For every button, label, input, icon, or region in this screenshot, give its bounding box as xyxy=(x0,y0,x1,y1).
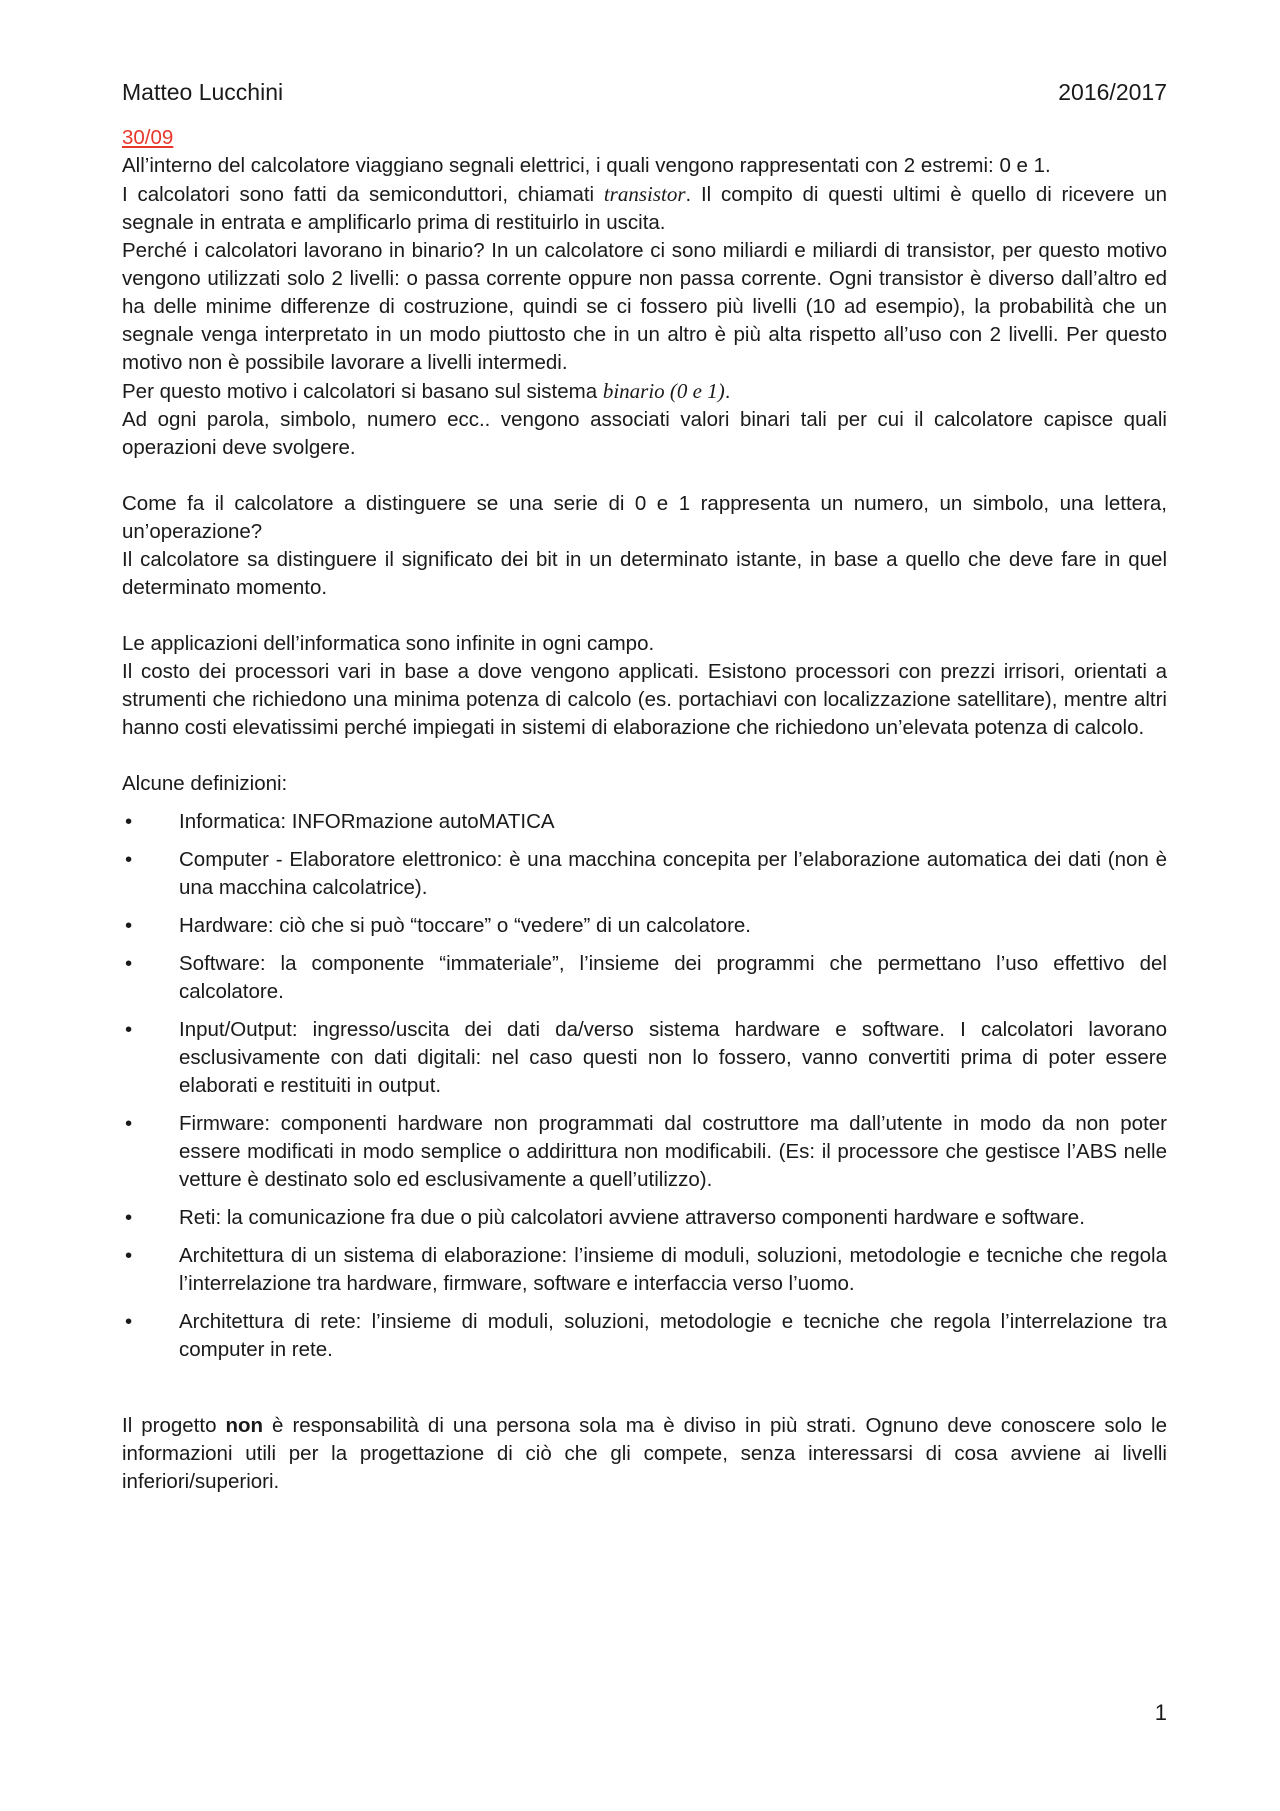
definition-text: Software: la componente “immateriale”, l’insieme dei programmi che permettano l’uso effettivo del calcolatore. xyxy=(179,952,1167,1003)
text-span: I calcolatori sono fatti da semiconduttori, chiamati xyxy=(122,183,604,206)
definition-text: Reti: la comunicazione fra due o più calcolatori avviene attraverso componenti hardware e software. xyxy=(179,1206,1085,1229)
term-binario: binario (0 e 1) xyxy=(602,379,725,403)
definition-item xyxy=(122,950,1167,1006)
definition-text: Firmware: componenti hardware non programmati dal costruttore ma dall’utente in modo da non poter essere modificati in modo semplice o addirittura non modificabili. (Es: il processore che gestisce l’ABS nelle vetture è destinato solo ed esclusivamente a quell’utilizzo). xyxy=(179,1112,1167,1191)
page-content xyxy=(122,124,1167,1496)
definition-text: Computer - Elaboratore elettronico: è una macchina concepita per l’elaborazione automatica dei dati (non è una macchina calcolatrice). xyxy=(179,848,1167,899)
paragraph-question: Come fa il calcolatore a distinguere se una serie di 0 e 1 rappresenta un numero, un simbolo, una lettera, un’operazione? xyxy=(122,492,1167,543)
definition-item xyxy=(122,1204,1167,1232)
text-span: . xyxy=(724,380,731,403)
definitions-list xyxy=(122,808,1167,1364)
definition-item xyxy=(122,808,1167,836)
text-span: . Il compito di questi ultimi è quello di ricevere un segnale in entrata e amplificarlo prima di restituirlo in uscita. xyxy=(122,183,1167,234)
paragraph-project xyxy=(122,1412,1167,1496)
page-header xyxy=(122,78,1167,106)
text-span: è responsabilità di una persona sola ma è diviso in più strati. Ognuno deve conoscere solo le informazioni utili per la progettazione di ciò che gli compete, senza interessarsi di cosa avviene ai livelli inferiori/superiori. xyxy=(122,1414,1167,1493)
text-span: Il progetto xyxy=(122,1414,226,1437)
bullet-icon: • xyxy=(125,1244,133,1267)
bullet-icon: • xyxy=(125,810,133,833)
paragraph-transistor xyxy=(122,180,1167,237)
definition-item xyxy=(122,1242,1167,1298)
bullet-icon: • xyxy=(125,848,133,871)
definitions-title: Alcune definizioni: xyxy=(122,772,288,795)
bullet-icon: • xyxy=(125,1112,133,1135)
page-number: 1 xyxy=(1154,1700,1167,1725)
definition-item xyxy=(122,846,1167,902)
paragraph-binary-values: Ad ogni parola, simbolo, numero ecc.. vengono associati valori binari tali per cui il calcolatore capisce quali operazioni deve svolgere. xyxy=(122,408,1167,459)
bullet-icon: • xyxy=(125,914,133,937)
definition-item xyxy=(122,1110,1167,1194)
term-transistor: transistor xyxy=(603,182,686,206)
lecture-date: 30/09 xyxy=(122,126,174,149)
bullet-icon: • xyxy=(125,1206,133,1229)
definition-text: Architettura di un sistema di elaborazione: l’insieme di moduli, soluzioni, metodologie e tecniche che regola l’interrelazione tra hardware, firmware, software e interfaccia verso l’uomo. xyxy=(179,1244,1167,1295)
bullet-icon: • xyxy=(125,1310,133,1333)
text-span: Per questo motivo i calcolatori si basano sul sistema xyxy=(122,380,603,403)
definition-item xyxy=(122,1016,1167,1100)
definition-text: Input/Output: ingresso/uscita dei dati da/verso sistema hardware e software. I calcolatori lavorano esclusivamente con dati digitali: nel caso questi non lo fossero, vanno convertiti prima di poter essere elaborati e restituiti in output. xyxy=(179,1018,1167,1097)
paragraph-binary-why: Perché i calcolatori lavorano in binario? In un calcolatore ci sono miliardi e miliardi di transistor, per questo motivo vengono utilizzati solo 2 livelli: o passa corrente oppure non passa corrente. Ogni transistor è diverso dall’altro ed ha delle minime differenze di costruzione, quindi se ci fossero più livelli (10 ad esempio), la probabilità che un segnale venga interpretato in un modo piuttosto che in un altro è più alta rispetto all’uso con 2 livelli. Per questo motivo non è possibile lavorare a livelli intermedi. xyxy=(122,239,1167,374)
paragraph-answer: Il calcolatore sa distinguere il significato dei bit in un determinato istante, in base a quello che deve fare in quel determinato momento. xyxy=(122,548,1167,599)
paragraph-signals: All’interno del calcolatore viaggiano segnali elettrici, i quali vengono rappresentati con 2 estremi: 0 e 1. xyxy=(122,154,1051,177)
bullet-icon: • xyxy=(125,1018,133,1041)
author-name: Matteo Lucchini xyxy=(122,79,284,105)
paragraph-applications: Le applicazioni dell’informatica sono infinite in ogni campo. xyxy=(122,632,655,655)
definition-item xyxy=(122,912,1167,940)
definition-text: Informatica: INFORmazione autoMATICA xyxy=(179,810,555,833)
academic-year: 2016/2017 xyxy=(1058,79,1167,105)
emphasis-non: non xyxy=(225,1414,264,1437)
bullet-icon: • xyxy=(125,952,133,975)
definition-text: Hardware: ciò che si può “toccare” o “vedere” di un calcolatore. xyxy=(179,914,751,937)
paragraph-processor-cost: Il costo dei processori vari in base a dove vengono applicati. Esistono processori con prezzi irrisori, orientati a strumenti che richiedono una minima potenza di calcolo (es. portachiavi con localizzazione satellitare), mentre altri hanno costi elevatissimi perché impiegati in sistemi di elaborazione che richiedono un’elevata potenza di calcolo. xyxy=(122,660,1167,739)
definition-text: Architettura di rete: l’insieme di moduli, soluzioni, metodologie e tecniche che regola l’interrelazione tra computer in rete. xyxy=(179,1310,1167,1361)
paragraph-binary-system xyxy=(122,377,1167,406)
definition-item xyxy=(122,1308,1167,1364)
